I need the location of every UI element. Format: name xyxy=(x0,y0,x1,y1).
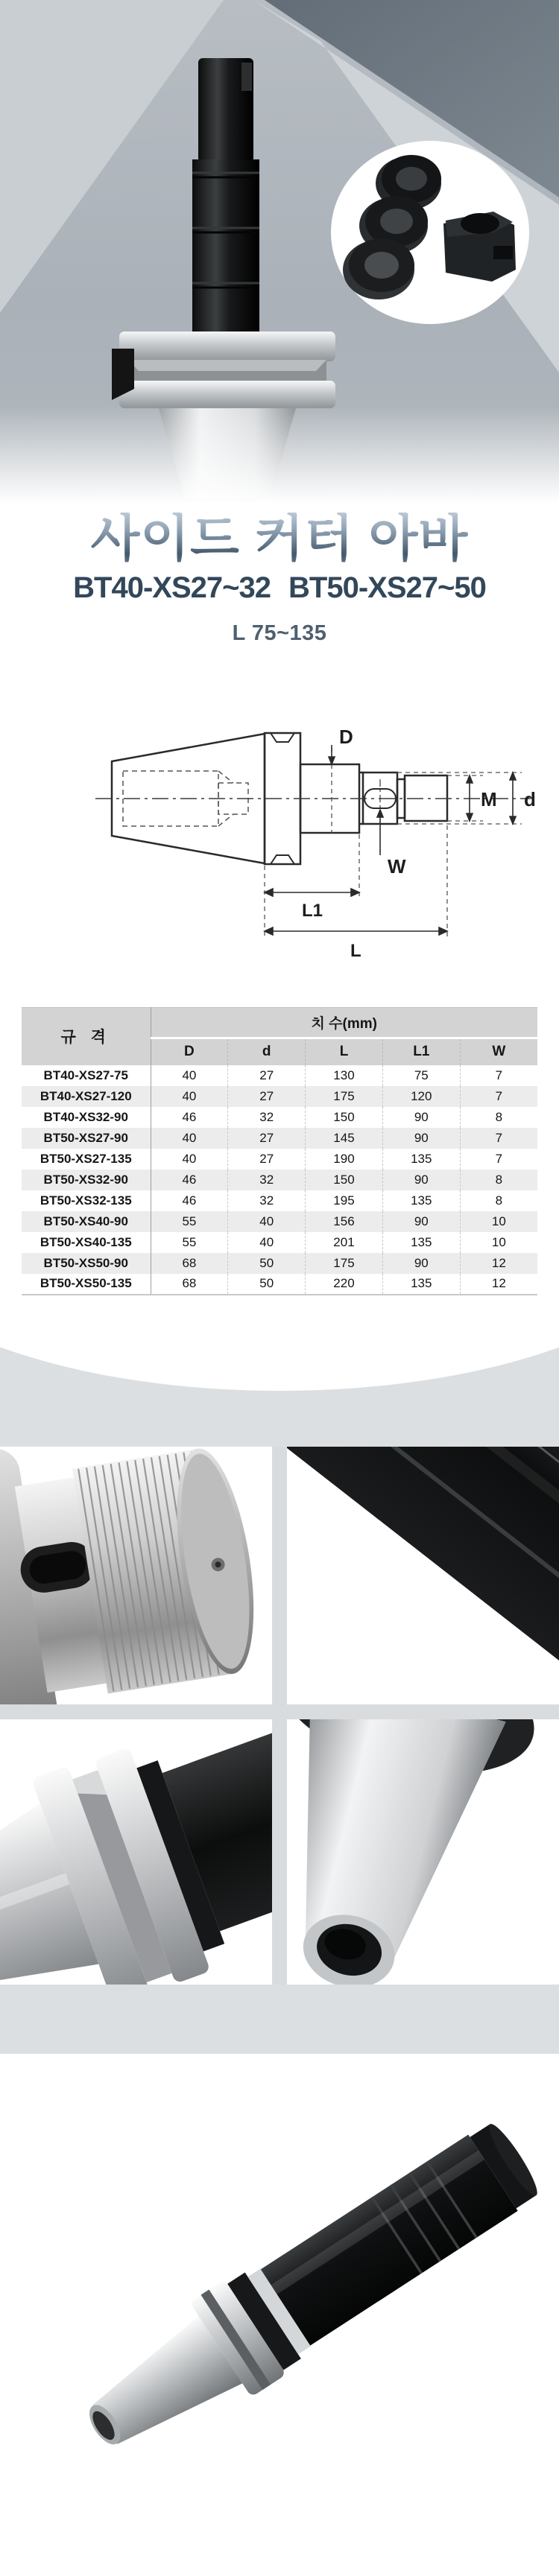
photo-grid-gap-horizontal xyxy=(0,1704,559,1719)
col-header-d: d xyxy=(228,1038,306,1065)
dim-cell: 55 xyxy=(182,1234,197,1249)
model-range xyxy=(0,571,559,605)
dim-cell: 68 xyxy=(182,1276,197,1290)
dim-cell: 32 xyxy=(228,1107,306,1128)
photo-taper-bore-illustration xyxy=(287,1719,559,1985)
flat-divider xyxy=(0,1985,559,2054)
model-range-bt50: BT50-XS27~50 xyxy=(288,571,486,605)
dim-cell: 68 xyxy=(151,1253,228,1274)
dim-cell: 90 xyxy=(382,1253,460,1274)
hero-bottom-fade xyxy=(0,406,559,501)
product-photo-full-arbor xyxy=(0,2054,559,2576)
clamp-nut xyxy=(443,212,516,282)
dim-cell: 8 xyxy=(460,1107,537,1128)
photo-black-body-illustration xyxy=(287,1447,559,1704)
table-row xyxy=(22,1274,537,1295)
dim-label-L: L xyxy=(350,941,361,961)
spec-table xyxy=(22,1007,537,1295)
hero-photo xyxy=(0,0,559,501)
dim-cell: 55 xyxy=(151,1211,228,1232)
dim-cell: 7 xyxy=(460,1128,537,1149)
dim-cell: 90 xyxy=(382,1107,460,1128)
table-header-row-1 xyxy=(22,1008,537,1038)
dim-cell: 40 xyxy=(228,1232,306,1253)
model-range-bt40: BT40-XS27~32 xyxy=(73,571,271,605)
col-header-D: D xyxy=(151,1038,228,1065)
spec-cell: BT50-XS50-90 xyxy=(22,1253,151,1274)
divider-white-arc xyxy=(0,1346,559,1391)
dim-cell: 40 xyxy=(151,1086,228,1107)
table-row xyxy=(22,1128,537,1149)
table-row xyxy=(22,1170,537,1190)
spec-cell: BT40-XS27-75 xyxy=(22,1065,151,1086)
dim-cell: 7 xyxy=(460,1065,537,1086)
dim-cell: 135 xyxy=(382,1149,460,1170)
dim-cell: 130 xyxy=(306,1065,383,1086)
photo-flange-groove-illustration xyxy=(0,1719,272,1985)
dim-cell: 32 xyxy=(228,1190,306,1211)
dim-cell: 27 xyxy=(228,1086,306,1107)
dim-cell: 135 xyxy=(382,1274,460,1295)
dim-cell: 40 xyxy=(228,1211,306,1232)
dimension-group-header: 치 수(mm) xyxy=(151,1008,537,1038)
dim-cell: 75 xyxy=(382,1065,460,1086)
spec-cell: BT50-XS27-135 xyxy=(22,1149,151,1170)
dim-cell: 175 xyxy=(306,1086,383,1107)
dim-cell: 40 xyxy=(182,1067,197,1082)
dim-cell: 40 xyxy=(182,1151,197,1166)
product-photo-taper-bore xyxy=(287,1719,559,1985)
dim-cell: 90 xyxy=(382,1211,460,1232)
product-photo-thread-end xyxy=(0,1447,272,1704)
dim-cell: 8 xyxy=(460,1190,537,1211)
dim-cell: 10 xyxy=(460,1232,537,1253)
dim-cell: 46 xyxy=(151,1170,228,1190)
dim-cell: 50 xyxy=(228,1274,306,1295)
col-header-W: W xyxy=(460,1038,537,1065)
spec-column-header: 규 격 xyxy=(22,1008,151,1065)
table-row xyxy=(22,1232,537,1253)
col-header-L: L xyxy=(306,1038,383,1065)
dim-cell: 10 xyxy=(460,1211,537,1232)
dim-label-M: M xyxy=(481,788,497,810)
dim-cell: 201 xyxy=(306,1232,383,1253)
dim-cell: 135 xyxy=(382,1190,460,1211)
dim-cell: 145 xyxy=(306,1128,383,1149)
table-row xyxy=(22,1211,537,1232)
dim-cell: 7 xyxy=(460,1149,537,1170)
dim-label-d: d xyxy=(524,788,536,810)
dim-cell: 150 xyxy=(306,1107,383,1128)
table-row xyxy=(22,1107,537,1128)
technical-drawing xyxy=(0,700,559,968)
dim-cell: 46 xyxy=(182,1109,197,1124)
dim-cell: 40 xyxy=(151,1128,228,1149)
spec-cell: BT50-XS32-90 xyxy=(22,1170,151,1190)
dim-label-W: W xyxy=(388,855,406,878)
curved-divider xyxy=(0,1346,559,1447)
spec-cell: BT50-XS40-90 xyxy=(22,1211,151,1232)
dim-cell: 50 xyxy=(228,1253,306,1274)
dim-cell: 27 xyxy=(228,1128,306,1149)
dim-label-L1: L1 xyxy=(302,901,323,921)
photo-thread-end-illustration xyxy=(0,1447,272,1704)
spec-cell: BT40-XS27-120 xyxy=(22,1086,151,1107)
dim-cell: 12 xyxy=(460,1253,537,1274)
dim-cell: 12 xyxy=(460,1274,537,1295)
dim-cell: 90 xyxy=(382,1170,460,1190)
dim-cell: 90 xyxy=(382,1128,460,1149)
table-row xyxy=(22,1149,537,1170)
dim-cell: 156 xyxy=(306,1211,383,1232)
dim-cell: 27 xyxy=(228,1149,306,1170)
dim-cell: 7 xyxy=(460,1086,537,1107)
product-photo-flange-groove xyxy=(0,1719,272,1985)
title-block xyxy=(0,510,559,646)
spec-cell: BT50-XS27-90 xyxy=(22,1128,151,1149)
dim-cell: 32 xyxy=(228,1170,306,1190)
dim-cell: 120 xyxy=(382,1086,460,1107)
dim-cell: 190 xyxy=(306,1149,383,1170)
dim-cell: 195 xyxy=(306,1190,383,1211)
spec-cell: BT50-XS50-135 xyxy=(22,1274,151,1295)
spec-cell: BT50-XS32-135 xyxy=(22,1190,151,1211)
dim-cell: 150 xyxy=(306,1170,383,1190)
hero-photo-illustration xyxy=(0,0,559,501)
photo-full-arbor-illustration xyxy=(0,2054,559,2516)
dim-cell: 135 xyxy=(382,1232,460,1253)
page-title: 사이드 커터 아바 xyxy=(0,513,559,565)
col-header-L1: L1 xyxy=(382,1038,460,1065)
dim-cell: 220 xyxy=(306,1274,383,1295)
spec-cell: BT50-XS40-135 xyxy=(22,1232,151,1253)
table-row xyxy=(22,1253,537,1274)
spec-cell: BT40-XS32-90 xyxy=(22,1107,151,1128)
product-photo-black-body xyxy=(287,1447,559,1704)
table-row xyxy=(22,1065,537,1086)
table-row xyxy=(22,1190,537,1211)
dim-cell: 8 xyxy=(460,1170,537,1190)
dim-cell: 46 xyxy=(182,1193,197,1208)
dim-label-D: D xyxy=(339,726,353,748)
dim-cell: 27 xyxy=(228,1065,306,1086)
length-range-label: L 75~135 xyxy=(232,621,327,646)
dim-cell: 175 xyxy=(306,1253,383,1274)
table-row xyxy=(22,1086,537,1107)
hero-inset-rings xyxy=(331,141,529,324)
